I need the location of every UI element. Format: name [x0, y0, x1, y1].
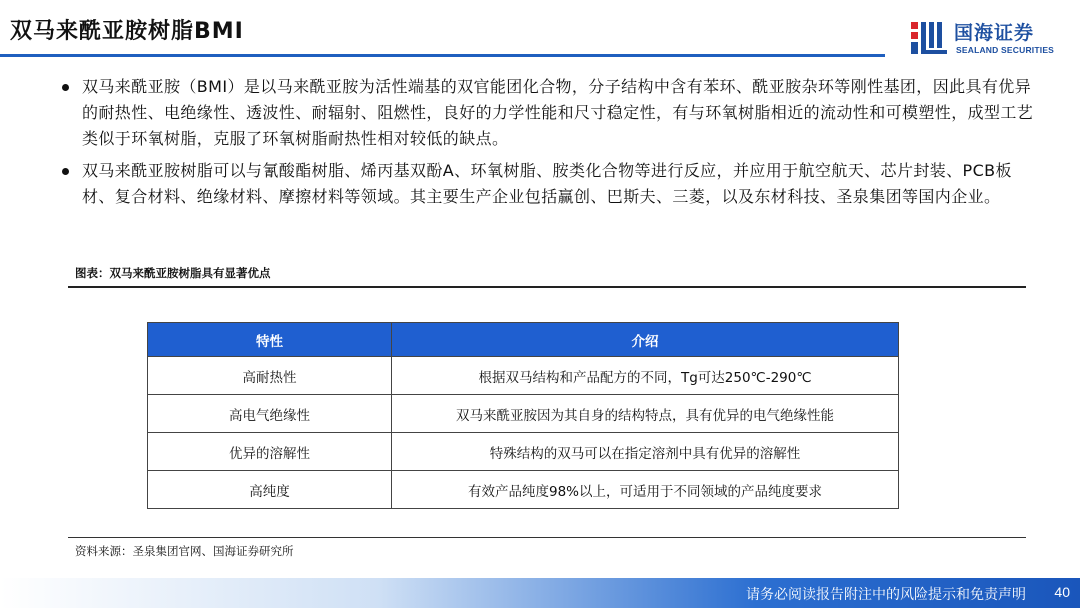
table-row — [148, 395, 899, 433]
table-cell: 高电气绝缘性 — [148, 395, 392, 433]
table-cell: 高纯度 — [148, 471, 392, 509]
table-cell: 高耐热性 — [148, 357, 392, 395]
table-header-row — [148, 323, 899, 357]
features-table — [147, 322, 899, 509]
bullet-item — [60, 158, 1035, 210]
table-header-cell: 介绍 — [392, 323, 899, 357]
table-cell: 双马来酰亚胺因为其自身的结构特点，具有优异的电气绝缘性能 — [392, 395, 899, 433]
title-divider — [0, 54, 885, 57]
disclaimer-text: 请务必阅读报告附注中的风险提示和免责声明 — [746, 587, 1026, 603]
page-number: 40 — [1054, 584, 1070, 600]
sealand-logo — [910, 18, 1060, 62]
table-header-cell: 特性 — [148, 323, 392, 357]
sealand-logo-icon — [910, 20, 948, 56]
logo-text-cn: 国海证券 — [954, 22, 1035, 44]
source-note: 资料来源：圣泉集团官网、国海证券研究所 — [75, 544, 294, 558]
bullet-text: 双马来酰亚胺（BMI）是以马来酰亚胺为活性端基的双官能团化合物，分子结构中含有苯环、酰亚胺杂环等刚性基团，因此具有优异的耐热性、电绝缘性、透波性、耐辐射、阻燃性，良好的力学性能和尺寸稳定性，有与环氧树脂相近的流动性和可模塑性，成型工艺类似于环氧树脂，克服了环氧树脂耐热性相对较低的缺点。 — [82, 77, 1034, 148]
bullet-item — [60, 74, 1035, 152]
page-title: 双马来酰亚胺树脂BMI — [10, 19, 244, 44]
table-row — [148, 471, 899, 509]
bullet-list — [60, 74, 1035, 216]
source-divider — [68, 537, 1026, 538]
figure-caption: 图表：双马来酰亚胺树脂具有显著优点 — [75, 266, 271, 280]
bullet-dot-icon — [62, 168, 69, 175]
table-cell: 有效产品纯度98%以上，可适用于不同领域的产品纯度要求 — [392, 471, 899, 509]
table-cell: 优异的溶解性 — [148, 433, 392, 471]
table-cell: 特殊结构的双马可以在指定溶剂中具有优异的溶解性 — [392, 433, 899, 471]
table-row — [148, 357, 899, 395]
table-row — [148, 433, 899, 471]
bullet-dot-icon — [62, 84, 69, 91]
bullet-text: 双马来酰亚胺树脂可以与氰酸酯树脂、烯丙基双酚A、环氧树脂、胺类化合物等进行反应，并应用于航空航天、芯片封装、PCB板材、复合材料、绝缘材料、摩擦材料等领域。其主要生产企业包括赢创、巴斯夫、三菱，以及东材科技、圣泉集团等国内企业。 — [82, 161, 1012, 206]
caption-divider — [68, 286, 1026, 288]
logo-text-en: SEALAND SECURITIES — [956, 45, 1055, 55]
table-cell: 根据双马结构和产品配方的不同，Tg可达250℃-290℃ — [392, 357, 899, 395]
